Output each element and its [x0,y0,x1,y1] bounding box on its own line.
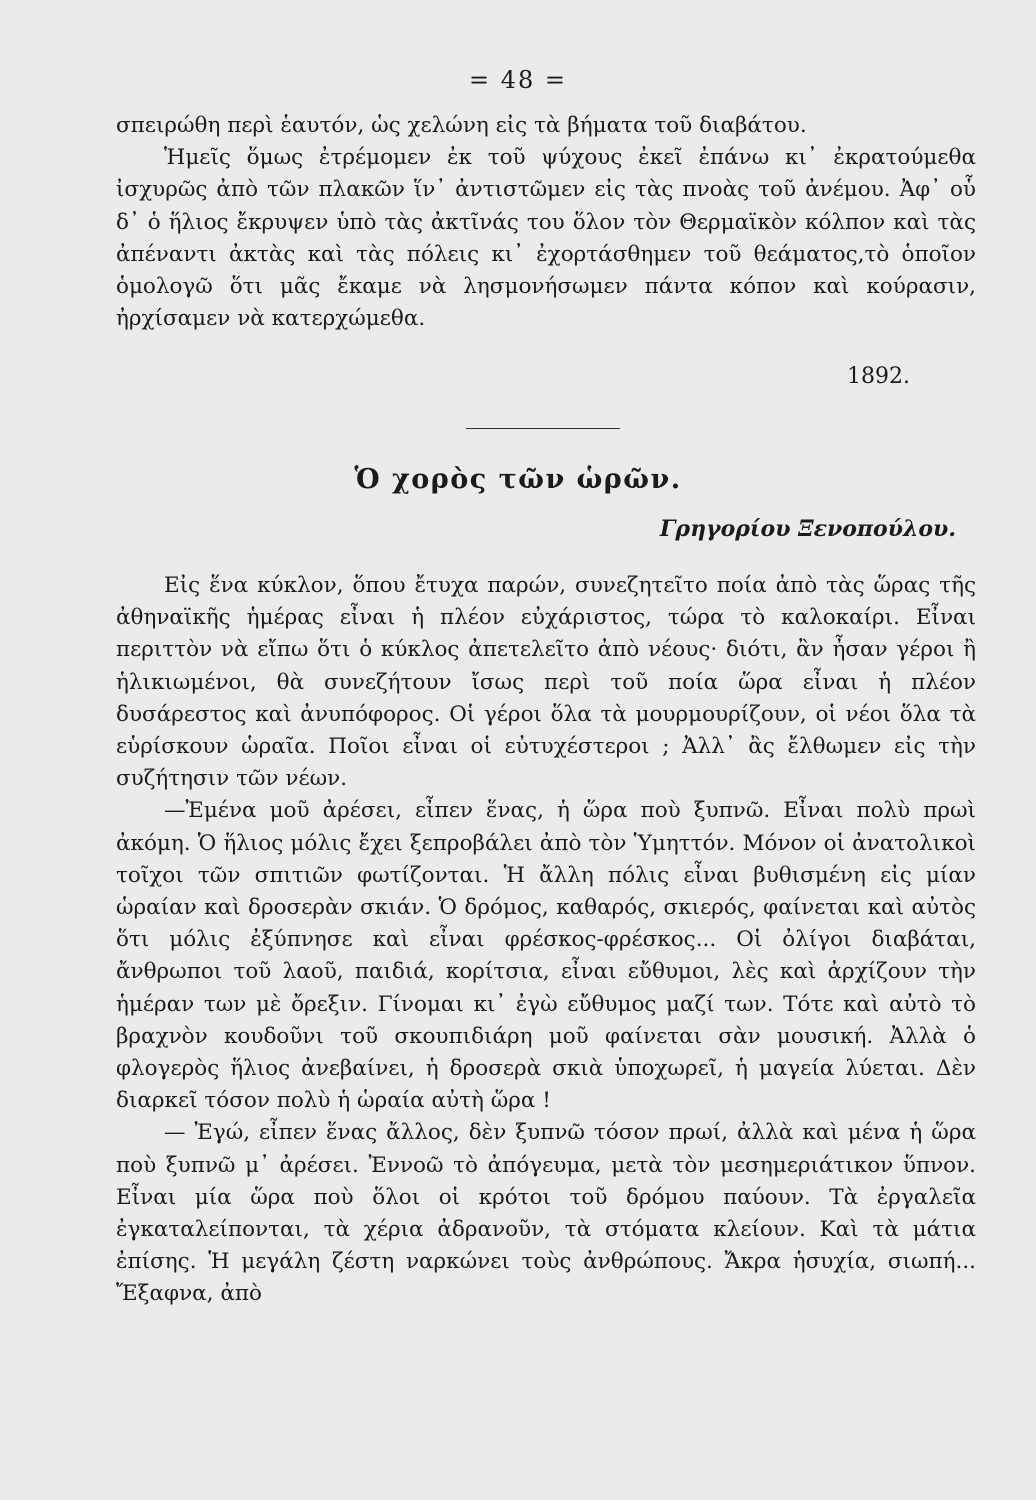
continuation-paragraph: Ἡμεῖς ὅμως ἐτρέμομεν ἐκ τοῦ ψύχους ἐκεῖ ἐπάνω κι᾽ ἐκρατούμεθα ἰσχυρῶς ἀπὸ τῶν πλακῶν ἵν᾽ ἀντιστῶμεν εἰς τὰς πνοὰς τοῦ ἀνέμου. Ἀφ᾽ οὗ δ᾽ ὁ ἥλιος ἔκρυψεν ὑπὸ τὰς ἀκτῖνάς του ὅλον τὸν Θερμαϊκὸν κόλπον καὶ τὰς ἀπέναντι ἀκτὰς καὶ τὰς πόλεις κι᾽ ἐχορτάσθημεν τοῦ θεάματος,τὸ ὁποῖον ὁμολογῶ ὅτι μᾶς ἔκαμε νὰ λησμονήσωμεν πάντα κόπον καὶ κούρασιν, ἠρχίσαμεν νὰ κατερχώμεθα. [116,145,976,332]
page-number: = 48 = [468,66,567,94]
article-body [116,570,976,1311]
article-paragraph: Εἰς ἕνα κύκλον, ὅπου ἔτυχα παρών, συνεζητεῖτο ποία ἀπὸ τὰς ὥρας τῆς ἀθηναϊκῆς ἡμέρας εἶναι ἡ πλέον εὐχάριστος, τώρα τὸ καλοκαίρι. Εἶναι περιττὸν νὰ εἴπω ὅτι ὁ κύκλος ἀπετελεῖτο ἀπὸ νέους· διότι, ἂν ἦσαν γέροι ἢ ἡλικιωμένοι, θὰ συνεζήτουν ἴσως περὶ τοῦ ποία ὥρα εἶναι ἡ πλέον δυσάρεστος καὶ ἀνυπόφορος. Οἱ γέροι ὅλα τὰ μουρμουρίζουν, οἱ νέοι ὅλα τὰ εὑρίσκουν ὡραῖα. Ποῖοι εἶναι οἱ εὐτυχέστεροι ; Ἀλλ᾽ ἂς ἔλθωμεν εἰς τὴν συζήτησιν τῶν νέων. [116,573,976,792]
article-paragraph: —Ἐμένα μοῦ ἀρέσει, εἶπεν ἕνας, ἡ ὥρα ποὺ ξυπνῶ. Εἶναι πολὺ πρωὶ ἀκόμη. Ὁ ἥλιος μόλις ἔχει ξεπροβάλει ἀπὸ τὸν Ὑμηττόν. Μόνον οἱ ἀνατολικοὶ τοῖχοι τῶν σπιτιῶν φωτίζονται. Ἡ ἄλλη πόλις εἶναι βυθισμένη εἰς μίαν ὡραίαν καὶ δροσερὰν σκιάν. Ὁ δρόμος, καθαρός, σκιερός, φαίνεται καὶ αὐτὸς ὅτι μόλις ἐξύπνησε καὶ εἶναι φρέσκος-φρέσκος... Οἱ ὀλίγοι διαβάται, ἄνθρωποι τοῦ λαοῦ, παιδιά, κορίτσια, εἶναι εὔθυμοι, λὲς καὶ ἀρχίζουν τὴν ἡμέραν των μὲ ὄρεξιν. Γίνομαι κι᾽ ἐγὼ εὔθυμος μαζί των. Τότε καὶ αὐτὸ τὸ βραχνὸν κουδοῦνι τοῦ σκουπιδιάρη μοῦ φαίνεται σὰν μουσική. Ἀλλὰ ὁ φλογερὸς ἥλιος ἀνεβαίνει, ἡ δροσερὰ σκιὰ ὑποχωρεῖ, ἡ μαγεία λύεται. Δὲν διαρκεῖ τόσον πολὺ ἡ ὡραία αὐτὴ ὥρα ! [116,798,976,1114]
article-paragraph: — Ἐγώ, εἶπεν ἕνας ἄλλος, δὲν ξυπνῶ τόσον πρωί, ἀλλὰ καὶ μένα ἡ ὥρα ποὺ ξυπνῶ μ᾽ ἀρέσει. Ἐννοῶ τὸ ἀπόγευμα, μετὰ τὸν μεσημεριάτικον ὕπνον. Εἶναι μία ὥρα ποὺ ὅλοι οἱ κρότοι τοῦ δρόμου παύουν. Τὰ ἐργαλεῖα ἐγκαταλείπονται, τὰ χέρια ἀδρανοῦν, τὰ στόματα κλείουν. Καὶ τὰ μάτια ἐπίσης. Ἡ μεγάλη ζέστη ναρκώνει τοὺς ἀνθρώπους. Ἄκρα ἡσυχία, σιωπή... Ἔξαφνα, ἀπὸ [116,1120,976,1307]
continuation-text [116,110,976,335]
section-divider [466,428,620,429]
date-line: 1892. [847,364,910,389]
article-author: Γρηγορίου Ξενοπούλου. [659,516,956,542]
article-title: Ὁ χορὸς τῶν ὡρῶν. [354,464,682,495]
continuation-line: σπειρώθη περὶ ἑαυτόν, ὡς χελώνη εἰς τὰ βήματα τοῦ διαβάτου. [116,113,807,138]
